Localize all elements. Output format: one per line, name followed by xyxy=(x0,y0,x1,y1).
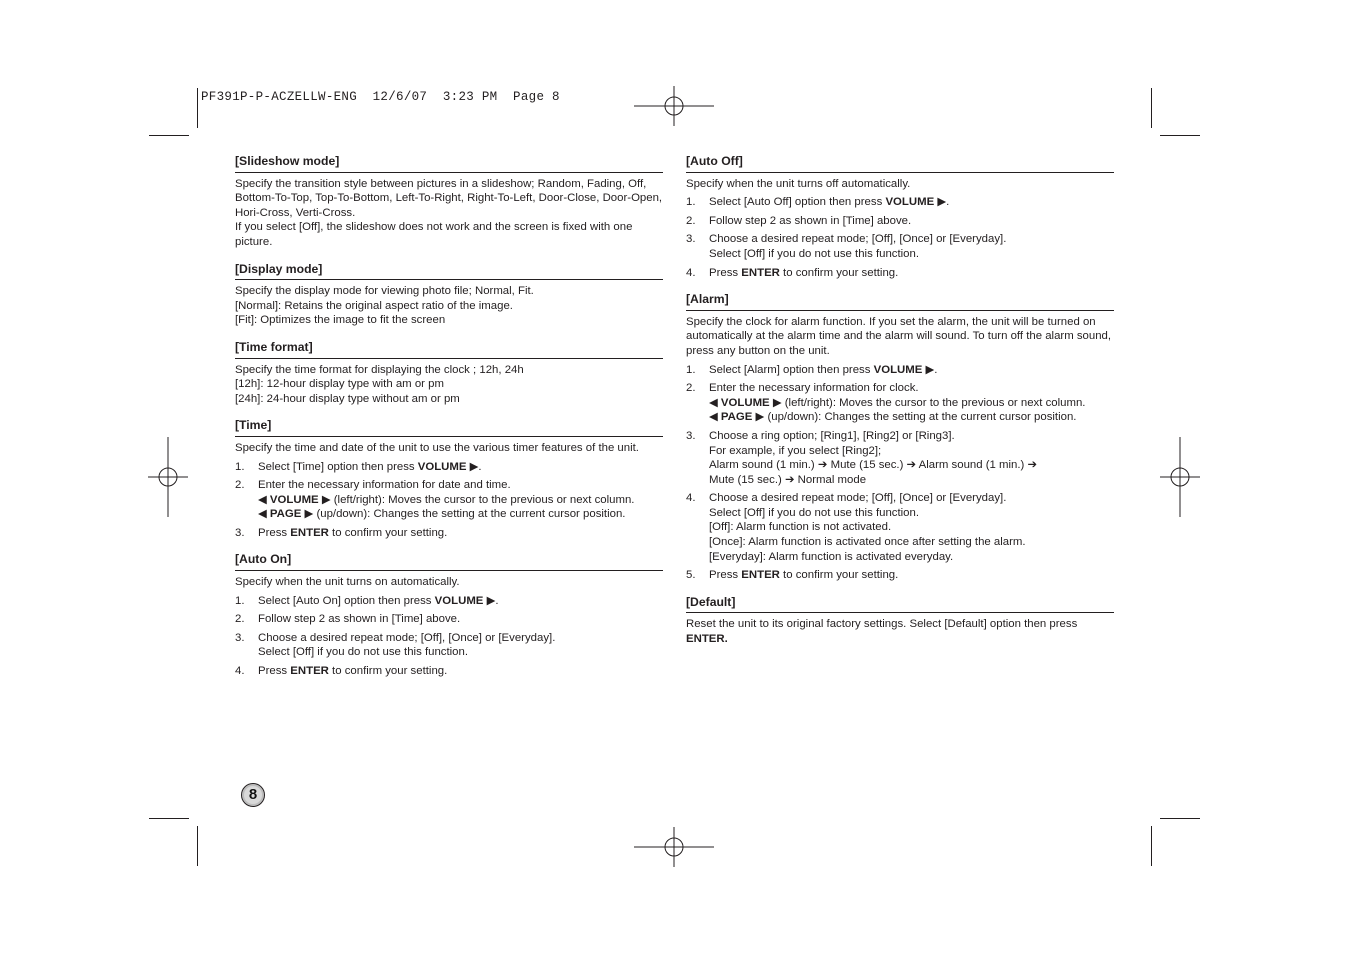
step-number: 3. xyxy=(686,429,696,442)
step-text: (left/right): Moves the cursor to the previous or next column. xyxy=(330,493,635,506)
step-number: 3. xyxy=(686,233,696,246)
paragraph: [Normal]: Retains the original aspect ratio of the image. xyxy=(235,299,513,312)
print-slug: PF391P-P-ACZELLW-ENG 12/6/07 3:23 PM Page 8 xyxy=(201,90,560,104)
steps-list xyxy=(686,363,1114,583)
step-text: Enter the necessary information for date and time. xyxy=(258,479,511,492)
paragraph: Specify when the unit turns off automatically. xyxy=(686,177,911,190)
list-item xyxy=(235,612,663,627)
list-item xyxy=(235,460,663,475)
paragraph: Specify the time format for displaying the clock ; 12h, 24h xyxy=(235,363,524,376)
crop-mark-bottom-left-h xyxy=(149,818,189,819)
paragraph: Specify when the unit turns on automatically. xyxy=(235,576,460,589)
list-item xyxy=(686,429,1114,487)
paragraph: Specify the clock for alarm function. If you set the alarm, the unit will be turned on automatically at the alarm time and the alarm will sound. To turn off the alarm sound, press any button on the unit. xyxy=(686,315,1112,357)
step-number: 1. xyxy=(235,594,245,607)
section-alarm xyxy=(686,292,1114,583)
key-label: ENTER xyxy=(741,569,780,582)
step-text: For example, if you select [Ring2]; xyxy=(709,444,882,457)
section-display-mode xyxy=(235,262,663,328)
key-label: ENTER xyxy=(290,526,329,539)
step-text: (left/right): Moves the cursor to the previous or next column. xyxy=(781,396,1086,409)
step-text: to confirm your setting. xyxy=(779,266,899,279)
step-text: Follow step 2 as shown in [Time] above. xyxy=(258,613,461,626)
step-text: Choose a desired repeat mode; [Off], [Once] or [Everyday]. xyxy=(709,492,1007,505)
key-label: VOLUME ▶ xyxy=(885,196,947,209)
list-item xyxy=(235,594,663,609)
list-item xyxy=(686,363,1114,378)
step-text: . xyxy=(946,196,950,209)
section-auto-off xyxy=(686,154,1114,280)
steps-list xyxy=(235,594,663,679)
step-text: . xyxy=(495,594,499,607)
list-item xyxy=(235,664,663,679)
step-number: 3. xyxy=(235,526,245,539)
paragraph: Specify the display mode for viewing photo file; Normal, Fit. xyxy=(235,285,534,298)
step-text: to confirm your setting. xyxy=(328,526,448,539)
step-text: Select [Auto On] option then press xyxy=(258,594,435,607)
list-item xyxy=(686,568,1114,583)
step-text: Press xyxy=(258,526,291,539)
step-text: Alarm sound (1 min.) ➔ Mute (15 sec.) ➔ Alarm sound (1 min.) ➔ xyxy=(709,459,1038,472)
step-number: 1. xyxy=(686,196,696,209)
page-number: 8 xyxy=(248,786,258,803)
step-text: Choose a ring option; [Ring1], [Ring2] or [Ring3]. xyxy=(709,429,955,442)
registration-mark-right xyxy=(1160,437,1200,517)
crop-mark-top-right-v xyxy=(1151,88,1152,128)
step-text: Enter the necessary information for clock. xyxy=(709,382,919,395)
step-number: 3. xyxy=(235,631,245,644)
registration-mark-left xyxy=(148,437,188,517)
registration-mark-top xyxy=(634,86,714,126)
step-number: 4. xyxy=(686,492,696,505)
section-title: [Auto Off] xyxy=(686,154,1114,173)
key-label: ◀ VOLUME ▶ xyxy=(709,396,782,409)
step-number: 1. xyxy=(235,460,245,473)
step-number: 2. xyxy=(686,214,696,227)
step-text: Select [Off] if you do not use this function. xyxy=(709,247,920,260)
list-item xyxy=(686,232,1114,261)
step-text: Select [Off] if you do not use this function. xyxy=(709,506,920,519)
right-column xyxy=(686,154,1114,659)
step-text: Mute (15 sec.) ➔ Normal mode xyxy=(709,473,867,486)
list-item xyxy=(686,491,1114,564)
step-text: (up/down): Changes the setting at the current cursor position. xyxy=(764,411,1077,424)
step-text: [Once]: Alarm function is activated once after setting the alarm. xyxy=(709,536,1026,549)
key-label: ◀ PAGE ▶ xyxy=(258,508,314,521)
paragraph: Specify the transition style between pictures in a slideshow; Random, Fading, Off, Bottom-To-Top, Top-To-Bottom, Left-To-Right, Right-To-Left, Door-Close, Door-Open, Hori-Cross, Verti-Cross. xyxy=(235,177,663,219)
step-text: Press xyxy=(709,569,742,582)
step-text: (up/down): Changes the setting at the current cursor position. xyxy=(313,508,626,521)
paragraph: If you select [Off], the slideshow does not work and the screen is fixed with one picture. xyxy=(235,221,633,248)
section-auto-on xyxy=(235,552,663,678)
key-label: ◀ VOLUME ▶ xyxy=(258,493,331,506)
step-text: [Everyday]: Alarm function is activated everyday. xyxy=(709,550,954,563)
list-item xyxy=(235,478,663,522)
section-time xyxy=(235,418,663,540)
section-default xyxy=(686,595,1114,647)
step-number: 2. xyxy=(686,382,696,395)
key-label: VOLUME ▶ xyxy=(417,460,479,473)
steps-list xyxy=(235,460,663,541)
step-number: 5. xyxy=(686,569,696,582)
key-label: ENTER xyxy=(741,266,780,279)
key-label: ENTER. xyxy=(686,633,728,646)
paragraph: Specify the time and date of the unit to use the various timer features of the unit. xyxy=(235,441,639,454)
paragraph: [Fit]: Optimizes the image to fit the screen xyxy=(235,314,446,327)
list-item xyxy=(686,266,1114,281)
step-number: 1. xyxy=(686,363,696,376)
crop-mark-top-right-h xyxy=(1160,135,1200,136)
paragraph: [24h]: 24-hour display type without am or pm xyxy=(235,392,460,405)
key-label: ENTER xyxy=(290,665,329,678)
step-text: Choose a desired repeat mode; [Off], [Once] or [Everyday]. xyxy=(709,233,1007,246)
registration-mark-bottom xyxy=(634,827,714,867)
section-slideshow-mode xyxy=(235,154,663,250)
step-text: Follow step 2 as shown in [Time] above. xyxy=(709,214,912,227)
paragraph: Reset the unit to its original factory settings. Select [Default] option then press xyxy=(686,618,1078,631)
step-number: 2. xyxy=(235,479,245,492)
step-text: . xyxy=(934,363,938,376)
left-column xyxy=(235,154,663,691)
step-text: Choose a desired repeat mode; [Off], [Once] or [Everyday]. xyxy=(258,631,556,644)
key-label: VOLUME ▶ xyxy=(873,363,935,376)
step-text: to confirm your setting. xyxy=(328,665,448,678)
section-title: [Alarm] xyxy=(686,292,1114,311)
key-label: ◀ PAGE ▶ xyxy=(709,411,765,424)
step-text: Select [Off] if you do not use this function. xyxy=(258,646,469,659)
step-text: . xyxy=(478,460,482,473)
steps-list xyxy=(686,195,1114,280)
list-item xyxy=(235,631,663,660)
step-number: 4. xyxy=(686,266,696,279)
step-text: Select [Alarm] option then press xyxy=(709,363,874,376)
section-title: [Time] xyxy=(235,418,663,437)
crop-mark-bottom-right-v xyxy=(1151,826,1152,866)
key-label: VOLUME ▶ xyxy=(434,594,496,607)
list-item xyxy=(686,381,1114,425)
section-title: [Time format] xyxy=(235,340,663,359)
step-text: Press xyxy=(709,266,742,279)
section-title: [Auto On] xyxy=(235,552,663,571)
list-item xyxy=(686,195,1114,210)
step-text: to confirm your setting. xyxy=(779,569,899,582)
crop-mark-bottom-right-h xyxy=(1160,818,1200,819)
step-number: 4. xyxy=(235,665,245,678)
crop-mark-top-left-h xyxy=(149,135,189,136)
section-time-format xyxy=(235,340,663,406)
step-text: [Off]: Alarm function is not activated. xyxy=(709,521,892,534)
section-title: [Slideshow mode] xyxy=(235,154,663,173)
section-title: [Default] xyxy=(686,595,1114,614)
step-text: Select [Time] option then press xyxy=(258,460,418,473)
page-number-badge xyxy=(241,783,265,807)
crop-mark-top-left-v xyxy=(197,88,198,128)
crop-mark-bottom-left-v xyxy=(197,826,198,866)
section-title: [Display mode] xyxy=(235,262,663,281)
paragraph: [12h]: 12-hour display type with am or pm xyxy=(235,378,444,391)
step-text: Press xyxy=(258,665,291,678)
step-text: Select [Auto Off] option then press xyxy=(709,196,886,209)
list-item xyxy=(686,214,1114,229)
list-item xyxy=(235,526,663,541)
step-number: 2. xyxy=(235,613,245,626)
